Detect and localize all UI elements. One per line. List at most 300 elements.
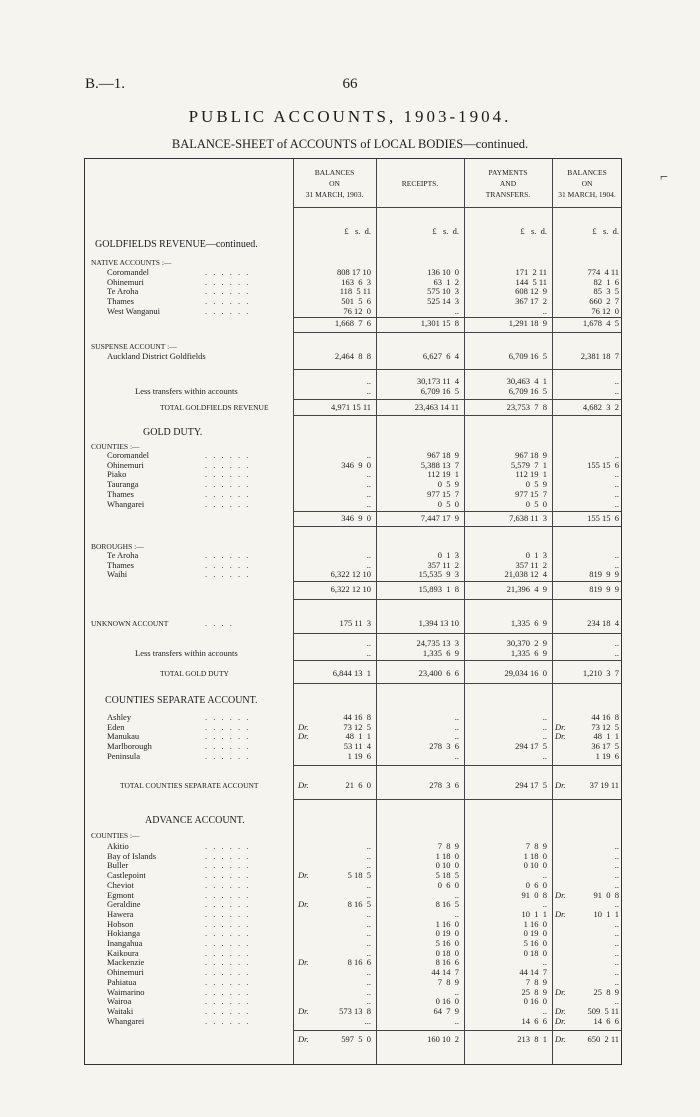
advance-row-c2: 5 16 0 xyxy=(435,938,459,948)
dot-leader: . . . . . . xyxy=(205,996,251,1007)
separate-row-c1: 48 1 1 xyxy=(345,731,371,742)
native-row-c1: 118 5 11 xyxy=(339,286,371,297)
gold-transfers-c2: 1,335 6 9 xyxy=(422,648,459,658)
advance-row-c2: 0 10 0 xyxy=(435,860,459,871)
gold-total-c1: 6,844 13 1 xyxy=(332,668,371,678)
advance-row-label: Mackenzie xyxy=(107,957,145,968)
dr-mark: Dr. xyxy=(298,1005,309,1016)
advance-row-c4: .. xyxy=(614,938,619,948)
gold-borough-row-label: Waihi xyxy=(107,569,128,580)
section-heading-separate: COUNTIES SEPARATE ACCOUNT. xyxy=(105,695,258,706)
dot-leader: . . . . . . xyxy=(205,741,251,752)
gold-county-row-c1: .. xyxy=(366,469,371,480)
dr-mark: Dr. xyxy=(555,1015,566,1026)
dot-leader: . . . . . . xyxy=(205,879,251,890)
dot-leader: . . . . . . xyxy=(205,276,251,287)
gold-borough-row-c3: 0 1 3 xyxy=(525,550,547,560)
margin-mark: ⌐ xyxy=(660,170,668,185)
gold-county-row-c4: .. xyxy=(614,498,619,509)
advance-row-c4: .. xyxy=(614,860,619,871)
advance-row-c4: .. xyxy=(614,957,619,968)
separate-row-c2: .. xyxy=(454,750,459,761)
goldfields-total-label: TOTAL GOLDFIELDS REVENUE xyxy=(160,403,269,412)
dot-leader: . . . . . . xyxy=(205,841,251,851)
native-row-c3: 171 2 11 xyxy=(515,267,547,277)
gold-transfers-c4: .. xyxy=(614,648,619,658)
separate-total-c2: 278 3 6 xyxy=(429,780,459,790)
native-row-label: Thames xyxy=(107,296,134,307)
advance-row-c1: .. xyxy=(366,908,371,919)
advance-row-c4: .. xyxy=(614,918,619,929)
advance-row-c1: .. xyxy=(366,879,371,890)
goldfields-subtotal-c3: 30,463 4 1 xyxy=(506,376,547,386)
dot-leader: . . . . . . xyxy=(205,908,251,919)
dot-leader: . . . . . . xyxy=(205,928,251,939)
suspense-item-label: Auckland District Goldfields xyxy=(107,351,206,361)
dot-leader: . . . . . . xyxy=(205,976,251,987)
gold-subtotal-c1: .. xyxy=(366,638,371,648)
dr-mark: Dr. xyxy=(555,780,566,790)
dot-leader: . . . . xyxy=(205,618,234,628)
col-header-payments: PAYMENTS AND TRANSFERS. xyxy=(485,168,531,199)
advance-row-c2: 1 18 0 xyxy=(435,850,459,861)
dot-leader: . . . . . . xyxy=(205,498,251,509)
goldfields-transfers-c1: .. xyxy=(366,386,371,396)
advance-row-c1: 5 18 5 xyxy=(347,870,371,881)
native-row-c4: 82 1 6 xyxy=(593,276,619,287)
separate-row-c3: .. xyxy=(542,731,547,742)
advance-row-c3: 91 0 8 xyxy=(521,889,547,900)
native-row-label: Coromandel xyxy=(107,267,150,277)
advance-row-c4: .. xyxy=(614,967,619,978)
gold-county-row-label: Tauranga xyxy=(107,479,139,490)
separate-row-c3: .. xyxy=(542,721,547,732)
gold-county-row-c4: .. xyxy=(614,469,619,480)
native-row-c1: 163 6 3 xyxy=(341,276,371,287)
advance-row-c4: .. xyxy=(614,870,619,881)
advance-row-c1: .. xyxy=(366,889,371,900)
advance-row-c1: .. xyxy=(366,986,371,997)
unknown-account-c3: 1,335 6 9 xyxy=(510,618,547,628)
dr-mark: Dr. xyxy=(298,721,309,732)
units-label: £ s. d. xyxy=(344,226,371,236)
advance-row-c3: .. xyxy=(542,899,547,910)
native-row-c4: 660 2 7 xyxy=(589,296,619,307)
dot-leader: . . . . . . xyxy=(205,459,251,470)
separate-row-c4: 73 12 5 xyxy=(591,721,619,732)
advance-row-c3: 1 18 0 xyxy=(523,850,547,861)
advance-total-c3: 213 8 1 xyxy=(517,1034,547,1044)
goldfields-subtotal-c1: .. xyxy=(366,376,371,386)
advance-row-label: Geraldine xyxy=(107,899,141,910)
units-label: £ s. d. xyxy=(592,226,619,236)
dot-leader: . . . . . . xyxy=(205,267,251,277)
gold-borough-row-c1: .. xyxy=(366,559,371,570)
gold-county-row-c3: 967 18 9 xyxy=(515,450,547,460)
separate-row-c2: .. xyxy=(454,721,459,732)
gold-borough-row-c2: 357 11 2 xyxy=(427,559,459,570)
gold-borough-row-c1: 6,322 12 10 xyxy=(330,569,371,580)
gold-borough-row-c4: 819 9 9 xyxy=(589,569,619,580)
dot-leader: . . . . . . xyxy=(205,569,251,580)
advance-row-c3: 7 8 9 xyxy=(525,841,547,851)
advance-row-label: Akitio xyxy=(107,841,129,851)
advance-row-c2: 0 18 0 xyxy=(435,947,459,958)
dr-mark: Dr. xyxy=(298,899,309,910)
unknown-account-c4: 234 18 4 xyxy=(587,618,619,628)
separate-row-c1: 53 11 4 xyxy=(343,741,371,752)
advance-row-c1: ... xyxy=(364,1015,371,1026)
boroughs-label: BOROUGHS :— xyxy=(91,542,144,551)
advance-row-c4: .. xyxy=(614,841,619,851)
gold-counties-total-c2: 7,447 17 9 xyxy=(420,513,459,523)
units-label: £ s. d. xyxy=(432,226,459,236)
gold-counties-total-c4: 155 15 6 xyxy=(587,513,619,523)
gold-county-row-c2: 112 19 1 xyxy=(427,469,459,480)
gold-county-row-label: Thames xyxy=(107,488,134,499)
gold-county-row-label: Coromandel xyxy=(107,450,150,460)
dot-leader: . . . . . . xyxy=(205,889,251,900)
gold-total-label: TOTAL GOLD DUTY xyxy=(160,669,229,678)
goldfields-total-c4: 4,682 3 2 xyxy=(582,402,619,412)
advance-row-c1: 8 16 6 xyxy=(347,957,371,968)
dot-leader: . . . . . . xyxy=(205,286,251,297)
dot-leader: . . . . . . xyxy=(205,899,251,910)
native-row-label: Ohinemuri xyxy=(107,276,144,287)
advance-row-c4: .. xyxy=(614,899,619,910)
advance-row-c3: 0 16 0 xyxy=(523,996,547,1007)
dr-mark: Dr. xyxy=(298,870,309,881)
advance-row-c1: .. xyxy=(366,850,371,861)
counties-label: COUNTIES :— xyxy=(91,442,140,451)
goldfields-total-c2: 23,463 14 11 xyxy=(414,402,459,412)
dot-leader: . . . . . . xyxy=(205,469,251,480)
dot-leader: . . . . . . xyxy=(205,296,251,307)
gold-county-row-c2: 0 5 9 xyxy=(437,479,459,490)
gold-subtotal-c2: 24,735 13 3 xyxy=(416,638,459,648)
gold-boroughs-total-c1: 6,322 12 10 xyxy=(330,584,371,594)
transfers-label: Less transfers within accounts xyxy=(135,386,238,396)
advance-row-label: Bay of Islands xyxy=(107,850,157,861)
separate-row-c4: 1 19 6 xyxy=(595,750,619,761)
document-title: PUBLIC ACCOUNTS, 1903-1904. xyxy=(188,107,512,126)
advance-counties-label: COUNTIES :— xyxy=(91,831,140,840)
advance-row-c4: 25 8 9 xyxy=(593,986,619,997)
advance-row-c4: 14 6 6 xyxy=(593,1015,619,1026)
suspense-row-c1: 2,464 8 8 xyxy=(334,351,371,361)
dot-leader: . . . . . . xyxy=(205,850,251,861)
advance-row-label: Waitaki xyxy=(107,1005,134,1016)
separate-row-c2: 278 3 6 xyxy=(429,741,459,752)
advance-row-label: Waimarino xyxy=(107,986,145,997)
advance-row-c3: 1 16 0 xyxy=(523,918,547,929)
advance-row-c1: .. xyxy=(366,976,371,987)
dr-mark: Dr. xyxy=(555,1005,566,1016)
dot-leader: . . . . . . xyxy=(205,957,251,968)
advance-total-c1: 597 5 0 xyxy=(341,1034,371,1044)
advance-row-c3: 5 16 0 xyxy=(523,938,547,948)
advance-row-label: Buller xyxy=(107,860,129,871)
native-total-c3: 1,291 18 9 xyxy=(508,318,547,328)
dot-leader: . . . . . . xyxy=(205,986,251,997)
dr-mark: Dr. xyxy=(555,908,566,919)
col-header-balances-1904: BALANCES ON 31 MARCH, 1904. xyxy=(558,168,616,199)
gold-county-row-c1: .. xyxy=(366,498,371,509)
gold-county-row-c3: 0 5 9 xyxy=(525,479,547,490)
advance-row-c1: .. xyxy=(366,967,371,978)
native-row-c2: 136 10 0 xyxy=(427,267,459,277)
advance-row-c2: 0 16 0 xyxy=(435,996,459,1007)
suspense-row-c2: 6,627 6 4 xyxy=(422,351,459,361)
gold-county-row-label: Piako xyxy=(107,469,127,480)
native-row-c3: 608 12 9 xyxy=(515,286,547,297)
unknown-account-label: UNKNOWN ACCOUNT xyxy=(91,619,169,628)
advance-row-label: Pahiatua xyxy=(107,976,137,987)
separate-total-c3: 294 17 5 xyxy=(515,780,547,790)
advance-row-c2: .. xyxy=(454,986,459,997)
separate-row-c1: 1 19 6 xyxy=(347,750,371,761)
dot-leader: . . . . . . xyxy=(205,750,251,761)
native-total-c1: 1,668 7 6 xyxy=(334,318,371,328)
advance-row-c1: .. xyxy=(366,938,371,948)
gold-total-c2: 23,400 6 6 xyxy=(418,668,459,678)
balance-sheet-table xyxy=(84,158,622,1065)
goldfields-transfers-c3: 6,709 16 5 xyxy=(508,386,547,396)
separate-row-c3: 294 17 5 xyxy=(515,741,547,752)
dr-mark: Dr. xyxy=(298,957,309,968)
gold-borough-row-c3: 357 11 2 xyxy=(515,559,547,570)
gold-counties-total-c3: 7,638 11 3 xyxy=(509,513,547,523)
separate-total-label: TOTAL COUNTIES SEPARATE ACCOUNT xyxy=(120,781,259,790)
native-row-c2: .. xyxy=(454,305,459,316)
advance-row-label: Hobson xyxy=(107,918,134,929)
native-row-c2: 63 1 2 xyxy=(433,276,459,287)
native-row-c3: 144 5 11 xyxy=(515,276,547,287)
separate-row-label: Peninsula xyxy=(107,750,141,761)
advance-row-c2: 0 6 0 xyxy=(437,879,459,890)
native-row-c2: 525 14 3 xyxy=(427,296,459,307)
advance-row-c3: 44 14 7 xyxy=(519,967,547,978)
advance-row-c3: 10 1 1 xyxy=(521,908,547,919)
dot-leader: . . . . . . xyxy=(205,305,251,316)
advance-row-c3: .. xyxy=(542,957,547,968)
col-header-receipts: RECEIPTS. xyxy=(401,179,439,188)
advance-row-c2: .. xyxy=(454,889,459,900)
separate-row-label: Eden xyxy=(107,721,125,732)
advance-row-c3: .. xyxy=(542,1005,547,1016)
section-heading-advance: ADVANCE ACCOUNT. xyxy=(145,815,245,826)
dot-leader: . . . . . . xyxy=(205,488,251,499)
advance-row-c1: .. xyxy=(366,947,371,958)
native-row-c4: 76 12 0 xyxy=(591,305,619,316)
advance-row-c1: .. xyxy=(366,860,371,871)
dot-leader: . . . . . . xyxy=(205,731,251,742)
separate-row-c3: .. xyxy=(542,712,547,722)
gold-county-row-c1: .. xyxy=(366,479,371,490)
advance-row-c2: 8 16 6 xyxy=(435,957,459,968)
advance-row-label: Castlepoint xyxy=(107,870,146,881)
gold-boroughs-total-c2: 15,893 1 8 xyxy=(418,584,459,594)
advance-row-c2: 1 16 0 xyxy=(435,918,459,929)
gold-county-row-c1: .. xyxy=(366,450,371,460)
gold-county-row-label: Ohinemuri xyxy=(107,459,144,470)
page-reference: B.—1. xyxy=(85,76,126,92)
gold-county-row-c4: .. xyxy=(614,479,619,490)
goldfields-transfers-c4: .. xyxy=(614,386,619,396)
advance-row-c3: 14 6 6 xyxy=(521,1015,547,1026)
dot-leader: . . . . . . xyxy=(205,967,251,978)
dr-mark: Dr. xyxy=(555,889,566,900)
gold-boroughs-total-c3: 21,396 4 9 xyxy=(506,584,547,594)
unknown-account-c2: 1,394 13 10 xyxy=(418,618,459,628)
separate-total-c1: 21 6 0 xyxy=(345,780,371,790)
gold-total-c3: 29,034 16 0 xyxy=(504,668,547,678)
advance-row-c4: .. xyxy=(614,996,619,1007)
gold-county-row-c3: 977 15 7 xyxy=(515,488,547,499)
separate-row-c4: 48 1 1 xyxy=(593,731,619,742)
separate-row-label: Manukau xyxy=(107,731,140,742)
advance-row-c1: .. xyxy=(366,918,371,929)
gold-county-row-c2: 5,388 13 7 xyxy=(420,459,459,470)
advance-row-c1: 573 13 8 xyxy=(339,1005,371,1016)
native-row-c1: 808 17 10 xyxy=(337,267,371,277)
dot-leader: . . . . . . xyxy=(205,712,251,722)
suspense-label: SUSPENSE ACCOUNT :— xyxy=(91,342,177,351)
separate-total-c4: 37 19 11 xyxy=(589,780,619,790)
native-row-c3: .. xyxy=(542,305,547,316)
advance-row-c2: 0 19 0 xyxy=(435,928,459,939)
gold-borough-row-c3: 21,038 12 4 xyxy=(504,569,547,580)
gold-county-row-c2: 977 15 7 xyxy=(427,488,459,499)
dr-mark: Dr. xyxy=(555,986,566,997)
advance-row-label: Ohinemuri xyxy=(107,967,144,978)
gold-borough-row-c2: 0 1 3 xyxy=(437,550,459,560)
gold-borough-row-label: Thames xyxy=(107,559,134,570)
native-row-c1: 76 12 0 xyxy=(343,305,371,316)
advance-row-label: Kaikoura xyxy=(107,947,139,958)
gold-transfers-label: Less transfers within accounts xyxy=(135,648,238,658)
document-subtitle: BALANCE-SHEET of ACCOUNTS of LOCAL BODIES—continued. xyxy=(171,137,529,151)
gold-borough-row-c4: .. xyxy=(614,550,619,560)
gold-county-row-c2: 0 5 0 xyxy=(437,498,459,509)
dot-leader: . . . . . . xyxy=(205,1005,251,1016)
advance-row-c2: 7 8 9 xyxy=(437,841,459,851)
gold-transfers-c1: .. xyxy=(366,648,371,658)
separate-row-c2: .. xyxy=(454,731,459,742)
separate-row-c2: .. xyxy=(454,712,459,722)
advance-row-c1: .. xyxy=(366,928,371,939)
separate-row-label: Marlborough xyxy=(107,741,152,752)
separate-row-c1: 73 12 5 xyxy=(343,721,371,732)
advance-row-c4: 10 1 1 xyxy=(593,908,619,919)
advance-row-c4: .. xyxy=(614,976,619,987)
gold-transfers-c3: 1,335 6 9 xyxy=(510,648,547,658)
gold-county-row-c1: .. xyxy=(366,488,371,499)
advance-row-c2: 44 14 7 xyxy=(431,967,459,978)
units-label: £ s. d. xyxy=(520,226,547,236)
gold-county-row-label: Whangarei xyxy=(107,498,145,509)
advance-row-c4: 91 0 8 xyxy=(593,889,619,900)
gold-county-row-c3: 5,579 7 1 xyxy=(510,459,547,470)
gold-county-row-c1: 346 9 0 xyxy=(341,459,371,470)
native-row-c4: 85 3 5 xyxy=(593,286,619,297)
dot-leader: . . . . . . xyxy=(205,938,251,948)
suspense-row-c4: 2,381 18 7 xyxy=(580,351,619,361)
gold-county-row-c3: 112 19 1 xyxy=(515,469,547,480)
gold-borough-row-c4: .. xyxy=(614,559,619,570)
native-row-c3: 367 17 2 xyxy=(515,296,547,307)
dr-mark: Dr. xyxy=(298,780,309,790)
advance-row-label: Whangarei xyxy=(107,1015,145,1026)
page-number: 66 xyxy=(342,76,358,92)
advance-row-c4: .. xyxy=(614,850,619,861)
advance-row-c4: 509 5 11 xyxy=(587,1005,619,1016)
advance-row-c1: 8 16 5 xyxy=(347,899,371,910)
separate-row-label: Ashley xyxy=(107,712,132,722)
gold-subtotal-c3: 30,370 2 9 xyxy=(506,638,547,648)
goldfields-transfers-c2: 6,709 16 5 xyxy=(420,386,459,396)
dr-mark: Dr. xyxy=(298,731,309,742)
gold-total-c4: 1,210 3 7 xyxy=(582,668,619,678)
gold-subtotal-c4: .. xyxy=(614,638,619,648)
native-row-label: West Wanganui xyxy=(107,305,161,316)
advance-row-c2: 64 7 9 xyxy=(433,1005,459,1016)
advance-row-c3: 0 10 0 xyxy=(523,860,547,871)
dot-leader: . . . . . . xyxy=(205,559,251,570)
goldfields-subtotal-c2: 30,173 11 4 xyxy=(416,376,459,386)
gold-county-row-c2: 967 18 9 xyxy=(427,450,459,460)
dot-leader: . . . . . . xyxy=(205,450,251,460)
advance-row-c3: 0 6 0 xyxy=(525,879,547,890)
native-accounts-label: NATIVE ACCOUNTS :— xyxy=(91,258,172,267)
advance-row-c2: 8 16 5 xyxy=(435,899,459,910)
advance-row-c2: 7 8 9 xyxy=(437,976,459,987)
dot-leader: . . . . . . xyxy=(205,918,251,929)
advance-row-c3: 25 8 9 xyxy=(521,986,547,997)
section-heading-gold-duty: GOLD DUTY. xyxy=(143,427,203,438)
dot-leader: . . . . . . xyxy=(205,550,251,560)
dot-leader: . . . . . . xyxy=(205,479,251,490)
advance-row-c3: 0 18 0 xyxy=(523,947,547,958)
goldfields-total-c1: 4,971 15 11 xyxy=(330,402,371,412)
gold-county-row-c4: .. xyxy=(614,488,619,499)
advance-total-c2: 160 10 2 xyxy=(427,1034,459,1044)
advance-row-label: Hawera xyxy=(107,908,134,919)
dr-mark: Dr. xyxy=(555,731,566,742)
gold-county-row-c3: 0 5 0 xyxy=(525,498,547,509)
advance-row-c2: .. xyxy=(454,908,459,919)
separate-row-c3: .. xyxy=(542,750,547,761)
dot-leader: . . . . . . xyxy=(205,721,251,732)
gold-boroughs-total-c4: 819 9 9 xyxy=(589,584,619,594)
advance-row-c3: 7 8 9 xyxy=(525,976,547,987)
native-row-c4: 774 4 11 xyxy=(587,267,619,277)
native-row-label: Te Aroha xyxy=(107,286,139,297)
native-row-c2: 575 10 3 xyxy=(427,286,459,297)
dot-leader: . . . . . . xyxy=(205,947,251,958)
gold-borough-row-c2: 15,535 9 3 xyxy=(418,569,459,580)
dr-mark: Dr. xyxy=(555,721,566,732)
gold-county-row-c4: 155 15 6 xyxy=(587,459,619,470)
native-total-c2: 1,301 15 8 xyxy=(420,318,459,328)
advance-row-c1: .. xyxy=(366,996,371,1007)
advance-row-c1: .. xyxy=(366,841,371,851)
native-total-c4: 1,678 4 5 xyxy=(582,318,619,328)
col-header-balances-1903: BALANCES ON 31 MARCH, 1903. xyxy=(305,168,364,199)
separate-row-c4: 36 17 5 xyxy=(591,741,619,752)
unknown-account-c1: 175 11 3 xyxy=(339,618,371,628)
goldfields-total-c3: 23,753 7 8 xyxy=(506,402,547,412)
